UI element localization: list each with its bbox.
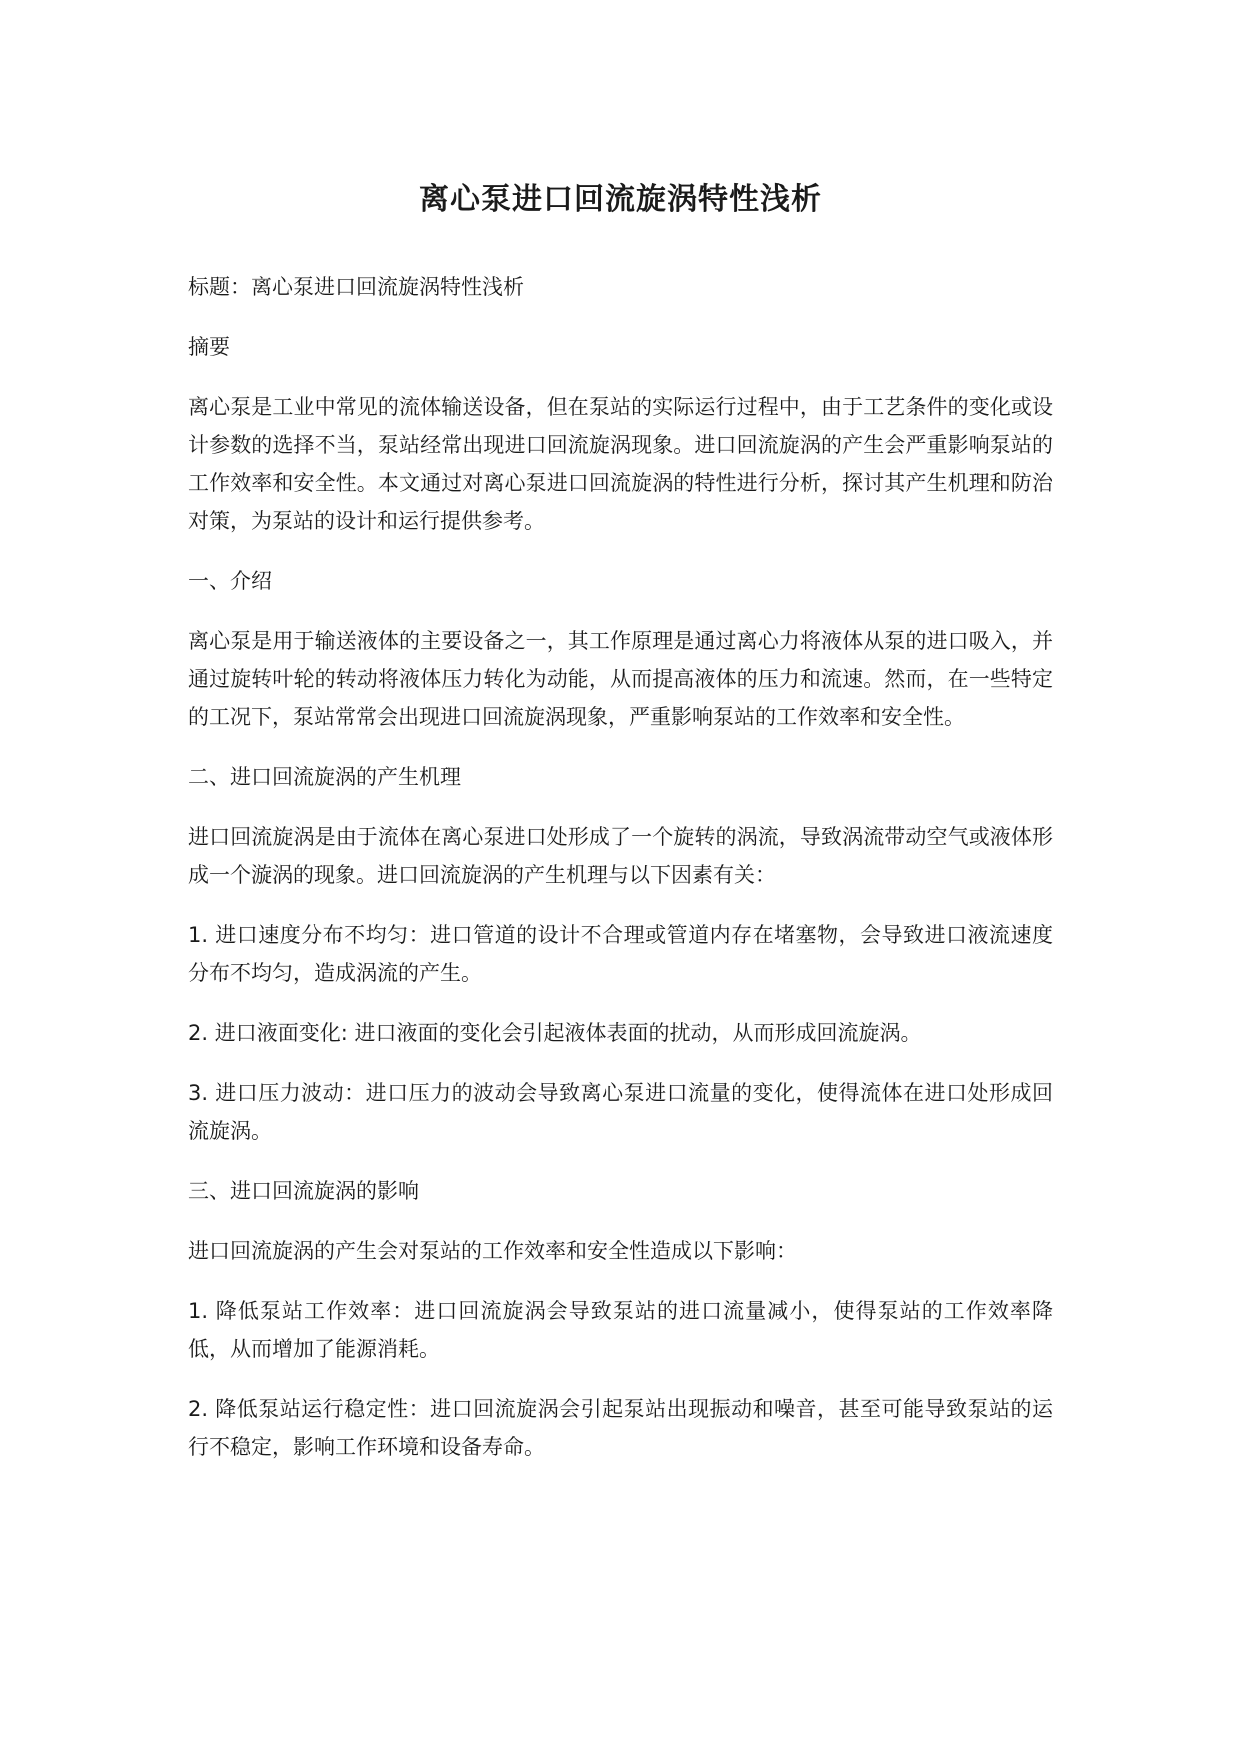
mechanism-paragraph: 进口回流旋涡是由于流体在离心泵进口处形成了一个旋转的涡流，导致涡流带动空气或液体形成一个漩涡的现象。进口回流旋涡的产生机理与以下因素有关： xyxy=(188,825,1053,887)
abstract-heading: 摘要 xyxy=(188,335,230,359)
impact-item-1: 1. 降低泵站工作效率：进口回流旋涡会导致泵站的进口流量减小，使得泵站的工作效率降低，从而增加了能源消耗。 xyxy=(188,1299,1053,1361)
mechanism-item-1: 1. 进口速度分布不均匀：进口管道的设计不合理或管道内存在堵塞物，会导致进口液流速度分布不均匀，造成涡流的产生。 xyxy=(188,923,1053,985)
title-line: 标题：离心泵进口回流旋涡特性浅析 xyxy=(188,275,524,299)
section-heading-impact: 三、进口回流旋涡的影响 xyxy=(188,1179,419,1203)
section-heading-introduction: 一、介绍 xyxy=(188,569,272,593)
introduction-paragraph: 离心泵是用于输送液体的主要设备之一，其工作原理是通过离心力将液体从泵的进口吸入，并通过旋转叶轮的转动将液体压力转化为动能，从而提高液体的压力和流速。然而，在一些特定的工况下，泵站常常会出现进口回流旋涡现象，严重影响泵站的工作效率和安全性。 xyxy=(188,629,1053,729)
mechanism-item-2: 2. 进口液面变化: 进口液面的变化会引起液体表面的扰动，从而形成回流旋涡。 xyxy=(188,1021,922,1045)
document-body xyxy=(188,268,1053,1466)
impact-paragraph: 进口回流旋涡的产生会对泵站的工作效率和安全性造成以下影响： xyxy=(188,1239,797,1263)
mechanism-item-3: 3. 进口压力波动：进口压力的波动会导致离心泵进口流量的变化，使得流体在进口处形成回流旋涡。 xyxy=(188,1081,1053,1143)
section-heading-mechanism: 二、进口回流旋涡的产生机理 xyxy=(188,765,461,789)
abstract-paragraph: 离心泵是工业中常见的流体输送设备，但在泵站的实际运行过程中，由于工艺条件的变化或设计参数的选择不当，泵站经常出现进口回流旋涡现象。进口回流旋涡的产生会严重影响泵站的工作效率和安全性。本文通过对离心泵进口回流旋涡的特性进行分析，探讨其产生机理和防治对策，为泵站的设计和运行提供参考。 xyxy=(188,395,1053,533)
document-title: 离心泵进口回流旋涡特性浅析 xyxy=(419,182,822,217)
impact-item-2: 2. 降低泵站运行稳定性：进口回流旋涡会引起泵站出现振动和噪音，甚至可能导致泵站的运行不稳定，影响工作环境和设备寿命。 xyxy=(188,1397,1053,1459)
